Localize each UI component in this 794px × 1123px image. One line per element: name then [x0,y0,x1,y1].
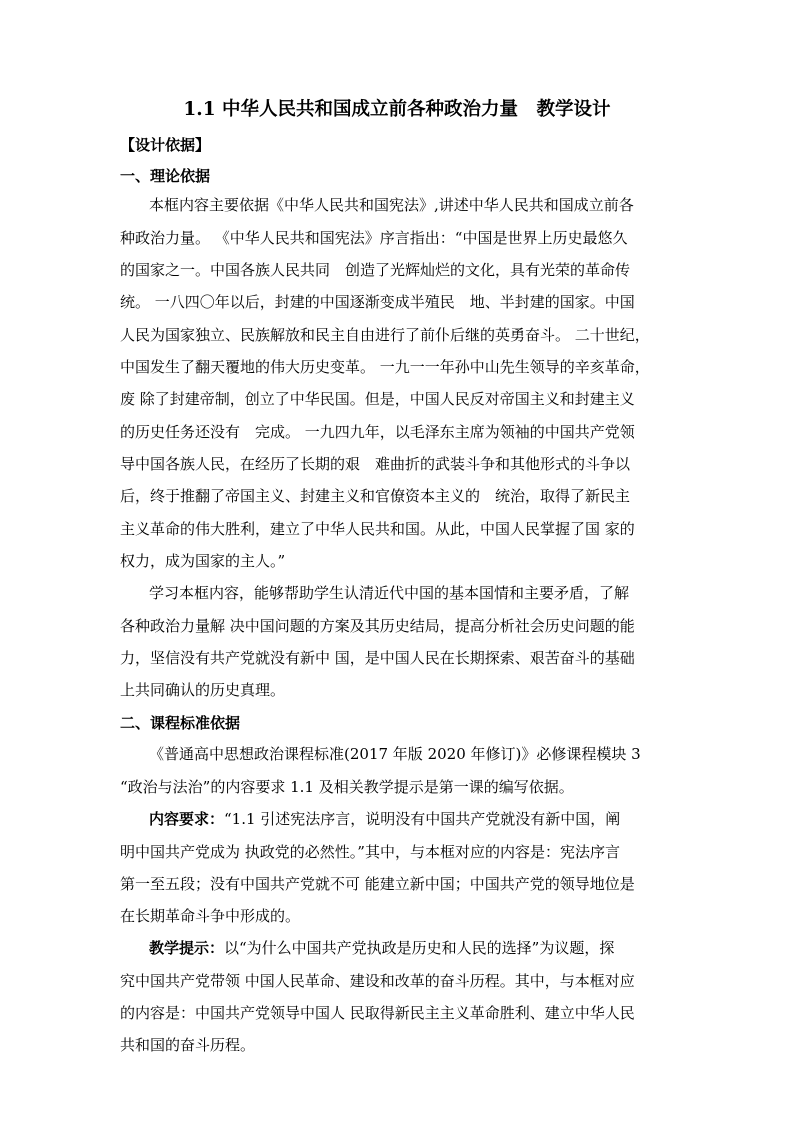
para4-line: 明中国共产党成为 执政党的必然性。”其中，与本框对应的内容是：宪法序言 [120,843,620,861]
para2-line: 各种政治力量解 决中国问题的方案及其历史结局，提高分析社会历史问题的能 [120,617,635,635]
para5-first-text: 以“为什么中国共产党执政是历史和人民的选择”为议题，探 [224,939,615,957]
para3-line: 《普通高中思想政治课程标准(2017 年版 2020 年修订)》必修课程模块 3 [149,745,641,763]
para5-first-line [149,938,676,958]
para1-line: 权力，成为国家的主人。” [120,552,286,570]
para1-line: 导中国各族人民，在经历了长期的艰 难曲折的武装斗争和其他形式的斗争以 [120,455,631,473]
para1-line: 的国家之一。中国各族人民共同 创造了光辉灿烂的文化，具有光荣的革命传 [120,261,631,279]
para5-line: 究中国共产党带领 中国人民革命、建设和改革的奋斗历程。其中，与本框对应 [120,972,635,990]
para1-line: 废 除了封建帝制，创立了中华民国。但是，中国人民反对帝国主义和封建主义 [120,390,635,408]
para2-line: 学习本框内容，能够帮助学生认清近代中国的基本国情和主要矛盾，了解 [149,584,630,602]
para1-line: 中国发生了翻天覆地的伟大历史变革。 一九一一年孙中山先生领导的辛亥革命， [120,358,650,376]
content-requirement-label: 内容要求： [149,810,225,828]
para1-line: 种政治力量。 《中华人民共和国宪法》序言指出：“中国是世界上历史最悠久 [120,229,628,247]
section2-heading: 二、课程标准依据 [120,714,241,732]
section-design-basis-heading: 【设计依据】 [120,136,211,154]
para1-line: 本框内容主要依据《中华人民共和国宪法》,讲述中华人民共和国成立前各 [149,196,634,214]
para4-first-line [149,809,676,829]
para1-line: 的历史任务还没有 完成。 一九四九年，以毛泽东主席为领袖的中国共产党领 [120,423,635,441]
para4-first-text: “1.1 引述宪法序言，说明没有中国共产党就没有新中国，阐 [224,810,621,828]
para2-line: 力，坚信没有共产党就没有新中 国，是中国人民在长期探索、艰苦奋斗的基础 [120,649,635,667]
para4-line: 在长期革命斗争中形成的。 [120,907,301,925]
para1-line: 后，终于推翻了帝国主义、封建主义和官僚资本主义的 统治，取得了新民主 [120,487,631,505]
para4-line: 第一至五段；没有中国共产党就不可 能建立新中国；中国共产党的领导地位是 [120,875,635,893]
para3-line: “政治与法治”的内容要求 1.1 及相关教学提示是第一课的编写依据。 [120,778,574,796]
para1-line: 统。 一八四〇年以后，封建的中国逐渐变成半殖民 地、半封建的国家。中国 [120,293,635,311]
teaching-tip-label: 教学提示： [149,939,225,957]
para5-line: 共和国的奋斗历程。 [120,1036,256,1054]
para2-line: 上共同确认的历史真理。 [120,681,286,699]
document-title: 1.1 中华人民共和国成立前各种政治力量 教学设计 [183,99,611,120]
para1-line: 主义革命的伟大胜利，建立了中华人民共和国。从此，中国人民掌握了国 家的 [120,520,635,538]
para5-line: 的内容是：中国共产党领导中国人 民取得新民主主义革命胜利、建立中华人民 [120,1004,635,1022]
section1-heading: 一、理论依据 [120,167,211,185]
para1-line: 人民为国家独立、民族解放和民主自由进行了前仆后继的英勇奋斗。 二十世纪， [120,326,650,344]
